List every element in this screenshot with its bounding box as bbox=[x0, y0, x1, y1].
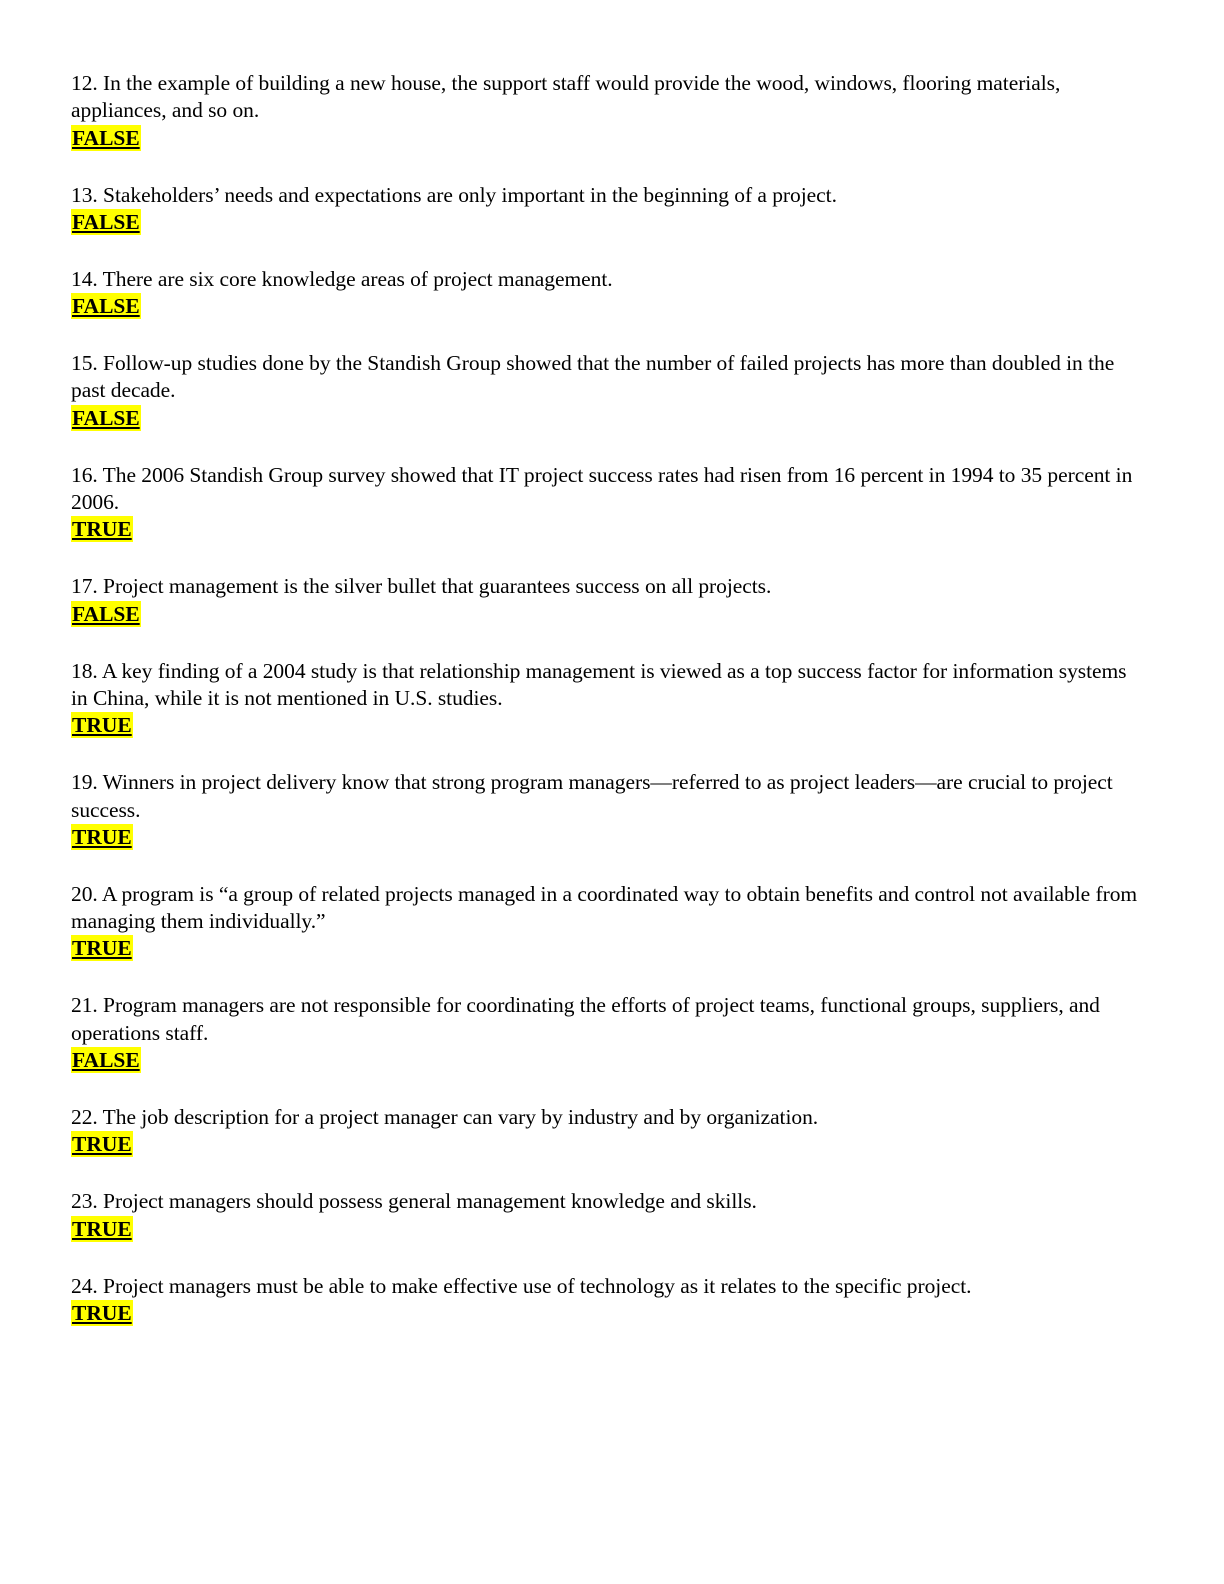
answer-badge: TRUE bbox=[72, 1132, 132, 1157]
answer-badge: FALSE bbox=[72, 405, 140, 430]
answer-badge: TRUE bbox=[72, 713, 132, 738]
answer-badge: FALSE bbox=[72, 125, 140, 150]
question-text: 16. The 2006 Standish Group survey showed that IT project success rates had risen from 16 percent in 1994 to 35 percent in 2006. bbox=[71, 462, 1133, 515]
answer-badge: TRUE bbox=[72, 517, 132, 542]
question-item-23 bbox=[71, 1188, 1146, 1241]
question-text: 24. Project managers must be able to make effective use of technology as it relates to the specific project. bbox=[71, 1273, 972, 1298]
question-item-16 bbox=[71, 462, 1146, 543]
question-item-24 bbox=[71, 1273, 1146, 1326]
question-text: 12. In the example of building a new house, the support staff would provide the wood, windows, flooring materials, appliances, and so on. bbox=[71, 71, 1061, 123]
answer-badge: TRUE bbox=[72, 824, 132, 849]
answer-badge: TRUE bbox=[72, 936, 132, 961]
question-item-15 bbox=[71, 350, 1146, 431]
question-item-13 bbox=[71, 182, 1146, 235]
answer-badge: FALSE bbox=[72, 209, 140, 234]
question-text: 20. A program is “a group of related projects managed in a coordinated way to obtain benefits and control not available from managing them individually.” bbox=[71, 881, 1138, 934]
answer-badge: FALSE bbox=[72, 601, 140, 626]
question-text: 13. Stakeholders’ needs and expectations are only important in the beginning of a project. bbox=[71, 182, 837, 207]
question-item-17 bbox=[71, 573, 1146, 626]
answer-badge: TRUE bbox=[72, 1216, 132, 1241]
answer-badge: FALSE bbox=[72, 1048, 140, 1073]
question-item-14 bbox=[71, 266, 1146, 319]
question-item-20 bbox=[71, 881, 1146, 962]
question-text: 18. A key finding of a 2004 study is that relationship management is viewed as a top success factor for information systems in China, while it is not mentioned in U.S. studies. bbox=[71, 658, 1127, 710]
answer-badge: FALSE bbox=[72, 294, 140, 319]
question-item-19 bbox=[71, 769, 1146, 850]
question-text: 17. Project management is the silver bullet that guarantees success on all projects. bbox=[71, 574, 772, 599]
question-item-18 bbox=[71, 658, 1146, 739]
question-text: 14. There are six core knowledge areas of project management. bbox=[71, 266, 613, 291]
question-item-21 bbox=[71, 992, 1146, 1073]
question-text: 15. Follow-up studies done by the Standish Group showed that the number of failed projects has more than doubled in the past decade. bbox=[71, 351, 1115, 403]
document-page bbox=[71, 70, 1146, 1357]
question-text: 22. The job description for a project manager can vary by industry and by organization. bbox=[71, 1105, 819, 1130]
answer-badge: TRUE bbox=[72, 1300, 132, 1325]
question-item-22 bbox=[71, 1104, 1146, 1157]
question-text: 21. Program managers are not responsible for coordinating the efforts of project teams, functional groups, suppliers, and operations staff. bbox=[71, 993, 1100, 1045]
question-text: 19. Winners in project delivery know that strong program managers—referred to as project leaders—are crucial to project success. bbox=[71, 770, 1113, 822]
question-text: 23. Project managers should possess general management knowledge and skills. bbox=[71, 1189, 757, 1214]
question-item-12 bbox=[71, 70, 1146, 151]
